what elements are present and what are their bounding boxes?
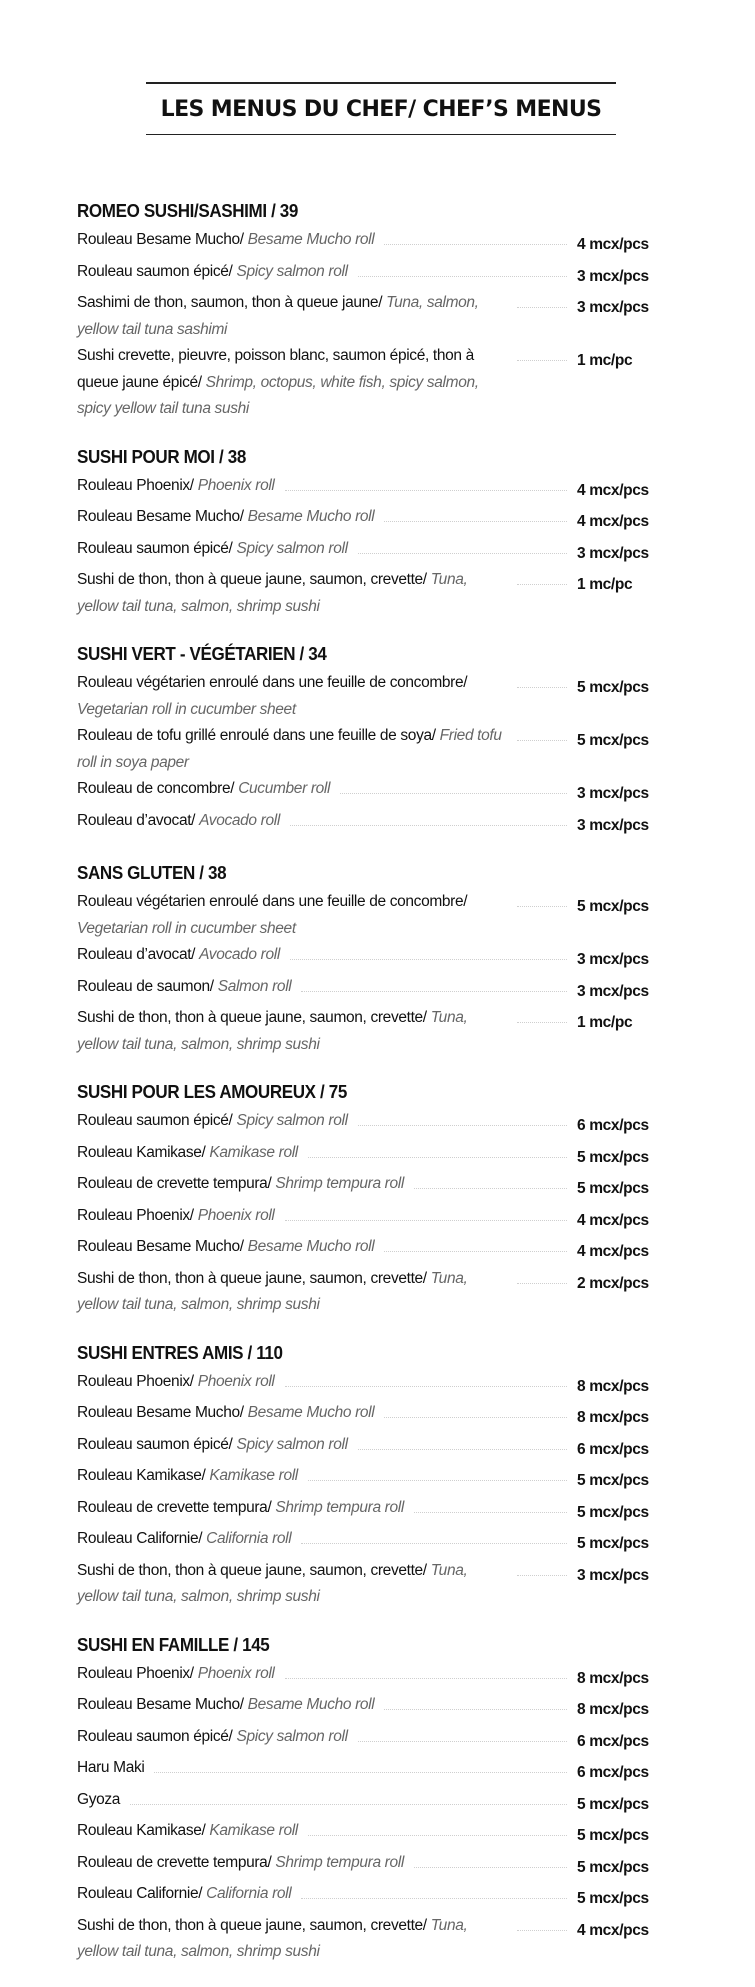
item-description (77, 1661, 275, 1688)
item-quantity: 5 mcx/pcs (577, 1180, 649, 1197)
item-description (77, 808, 280, 835)
item-name-en: Spicy salmon roll (236, 1727, 348, 1745)
item-name-en: Besame Mucho roll (247, 1404, 375, 1421)
item-description (77, 723, 507, 776)
item-description (77, 1692, 374, 1719)
item-name-fr: Rouleau Phoenix/ (77, 476, 198, 494)
section-title: SUSHI POUR MOI / 38 (77, 445, 246, 467)
dotted-leader (301, 1526, 567, 1544)
item-name-en: Besame Mucho roll (247, 1696, 375, 1713)
item-description (77, 1234, 374, 1261)
menu-item (77, 1140, 677, 1172)
menu-item (77, 1724, 677, 1756)
item-name-en: Spicy salmon roll (236, 262, 348, 280)
item-description (77, 567, 507, 620)
item-name-en: Kamikase roll (209, 1822, 298, 1839)
menu-item (77, 290, 677, 343)
menu-item (77, 1369, 677, 1401)
item-quantity: 8 mcx/pcs (577, 1409, 649, 1426)
dotted-leader (358, 1724, 567, 1742)
item-name-en: Spicy salmon roll (236, 1112, 348, 1129)
dotted-leader (517, 670, 567, 688)
item-name-fr: Rouleau de saumon/ (77, 977, 218, 995)
item-quantity: 3 mcx/pcs (577, 544, 649, 562)
item-name-en: California roll (206, 1530, 292, 1547)
item-description (77, 1203, 275, 1230)
item-description (77, 1881, 291, 1908)
item-name-fr: Rouleau Phoenix/ (77, 1664, 198, 1682)
item-name-fr: Rouleau de concombre/ (77, 780, 239, 797)
item-name-en: Vegetarian roll in cucumber sheet (77, 700, 296, 718)
dotted-leader (285, 473, 567, 491)
section-items (77, 227, 677, 423)
dotted-leader (358, 259, 567, 277)
dotted-leader (285, 1369, 567, 1387)
section-title: SUSHI EN FAMILLE / 145 (77, 1633, 270, 1655)
item-quantity: 1 mc/pc (577, 576, 633, 593)
item-description (77, 290, 507, 343)
item-name-en: California roll (206, 1885, 292, 1902)
item-name-fr: Rouleau saumon épicé/ (77, 1112, 237, 1129)
menu-item (77, 776, 677, 808)
dotted-leader (290, 808, 567, 826)
item-description (77, 1171, 404, 1198)
item-quantity: 5 mcx/pcs (577, 1472, 649, 1489)
dotted-leader (384, 1234, 567, 1252)
item-name-fr: Sushi de thon, thon à queue jaune, saumon, crevette/ (77, 1916, 431, 1934)
menu-section (77, 860, 677, 1058)
menu-item (77, 473, 677, 505)
item-name-en: Tuna, salmon, yellow tail tuna sashimi (77, 294, 479, 338)
item-name-en: Salmon roll (217, 977, 292, 995)
dotted-leader (130, 1787, 567, 1805)
menu-item (77, 1234, 677, 1266)
item-quantity: 5 mcx/pcs (577, 1148, 649, 1166)
item-name-fr: Sushi crevette, pieuvre, poisson blanc, saumon épicé, thon à queue jaune épicé/ (77, 347, 474, 391)
item-name-en: Avocado roll (199, 811, 280, 829)
item-quantity: 2 mcx/pcs (577, 1274, 649, 1292)
menu-item (77, 670, 677, 723)
item-name-fr: Sushi de thon, thon à queue jaune, saumon, crevette/ (77, 571, 431, 588)
item-description (77, 670, 507, 723)
item-quantity: 6 mcx/pcs (577, 1732, 649, 1750)
menu-item (77, 1692, 677, 1724)
item-name-fr: Sashimi de thon, saumon, thon à queue jaune/ (77, 294, 387, 311)
item-description (77, 776, 330, 803)
item-quantity: 4 mcx/pcs (577, 513, 649, 530)
item-name-fr: Rouleau saumon épicé/ (77, 262, 237, 280)
dotted-leader (301, 974, 567, 992)
menu-item (77, 1850, 677, 1882)
item-quantity: 8 mcx/pcs (577, 1377, 649, 1395)
item-name-en: Phoenix roll (197, 476, 275, 494)
menu-item (77, 1558, 677, 1611)
item-quantity: 1 mc/pc (577, 352, 633, 369)
dotted-leader (285, 1661, 567, 1679)
dotted-leader (517, 567, 567, 585)
dotted-leader (384, 1692, 567, 1710)
item-description (77, 974, 291, 1001)
menu-section (77, 1340, 677, 1611)
item-name-fr: Rouleau de crevette tempura/ (77, 1175, 276, 1192)
item-description (77, 504, 374, 531)
item-name-fr: Rouleau Phoenix/ (77, 1372, 198, 1390)
menu-item (77, 1203, 677, 1235)
item-quantity: 5 mcx/pcs (577, 1858, 649, 1876)
menu-item (77, 1818, 677, 1850)
item-quantity: 4 mcx/pcs (577, 1921, 649, 1939)
menu-item (77, 1755, 677, 1787)
menu-item (77, 1913, 677, 1966)
dotted-leader (301, 1881, 567, 1899)
item-name-fr: Gyoza (77, 1790, 121, 1808)
item-description (77, 889, 507, 942)
item-quantity: 1 mc/pc (577, 1014, 633, 1031)
dotted-leader (358, 1432, 567, 1450)
item-description (77, 1787, 120, 1814)
item-name-fr: Haru Maki (77, 1759, 145, 1776)
item-name-fr: Rouleau Besame Mucho/ (77, 1696, 248, 1713)
item-name-en: Besame Mucho roll (247, 1238, 375, 1255)
dotted-leader (358, 536, 567, 554)
section-items (77, 473, 677, 621)
item-name-fr: Rouleau végétarien enroulé dans une feuille de concombre/ (77, 893, 468, 910)
item-quantity: 4 mcx/pcs (577, 1243, 649, 1260)
menu-section (77, 444, 677, 621)
menu-item (77, 1495, 677, 1527)
section-title: SUSHI ENTRES AMIS / 110 (77, 1341, 283, 1363)
item-quantity: 8 mcx/pcs (577, 1669, 649, 1687)
dotted-leader (517, 889, 567, 907)
menu-item (77, 1526, 677, 1558)
item-quantity: 3 mcx/pcs (577, 267, 649, 285)
item-name-fr: Sushi de thon, thon à queue jaune, saumon, crevette/ (77, 1009, 431, 1026)
item-name-fr: Rouleau d’avocat/ (77, 946, 200, 963)
item-quantity: 6 mcx/pcs (577, 1117, 649, 1134)
item-name-en: Tuna, yellow tail tuna, salmon, shrimp sushi (77, 1916, 468, 1960)
item-name-fr: Rouleau saumon épicé/ (77, 1727, 237, 1745)
menu-item (77, 1005, 677, 1058)
item-quantity: 6 mcx/pcs (577, 1764, 649, 1781)
dotted-leader (308, 1463, 567, 1481)
section-items (77, 1369, 677, 1611)
item-description (77, 227, 374, 254)
item-quantity: 5 mcx/pcs (577, 1795, 649, 1813)
dotted-leader (285, 1203, 567, 1221)
item-description (77, 1369, 275, 1396)
item-quantity: 8 mcx/pcs (577, 1701, 649, 1718)
menu-list (77, 198, 677, 1987)
dotted-leader (517, 1558, 567, 1576)
item-description (77, 1850, 404, 1877)
item-name-fr: Rouleau végétarien enroulé dans une feuille de concombre/ (77, 674, 468, 691)
dotted-leader (384, 1400, 567, 1418)
dotted-leader (517, 723, 567, 741)
dotted-leader (414, 1850, 567, 1868)
item-name-fr: Sushi de thon, thon à queue jaune, saumon, crevette/ (77, 1561, 431, 1579)
item-name-en: Tuna, yellow tail tuna, salmon, shrimp sushi (77, 571, 468, 615)
item-description (77, 942, 280, 969)
dotted-leader (308, 1818, 567, 1836)
menu-item (77, 1171, 677, 1203)
dotted-leader (384, 504, 567, 522)
item-description (77, 1400, 374, 1427)
section-title: SUSHI VERT - VÉGÉTARIEN / 34 (77, 643, 327, 664)
item-name-fr: Rouleau saumon épicé/ (77, 1435, 237, 1453)
menu-item (77, 1787, 677, 1819)
item-name-fr: Rouleau saumon épicé/ (77, 539, 237, 557)
dotted-leader (154, 1755, 567, 1773)
item-quantity: 4 mcx/pcs (577, 236, 649, 253)
item-quantity: 3 mcx/pcs (577, 1566, 649, 1584)
item-description (77, 1108, 348, 1135)
item-name-en: Vegetarian roll in cucumber sheet (77, 919, 296, 937)
item-description (77, 259, 348, 286)
menu-item (77, 536, 677, 568)
item-name-en: Phoenix roll (197, 1206, 275, 1224)
item-name-en: Besame Mucho roll (247, 508, 375, 525)
item-name-fr: Rouleau Besame Mucho/ (77, 1404, 248, 1421)
item-description (77, 1913, 507, 1966)
item-description (77, 536, 348, 563)
dotted-leader (517, 290, 567, 308)
item-name-fr: Rouleau Besame Mucho/ (77, 508, 248, 525)
menu-section (77, 1632, 677, 1966)
item-description (77, 1818, 298, 1845)
item-name-en: Fried tofu roll in soya paper (77, 727, 502, 771)
item-name-fr: Rouleau Kamikase/ (77, 1467, 210, 1484)
item-quantity: 5 mcx/pcs (577, 1827, 649, 1844)
menu-item (77, 808, 677, 840)
menu-item (77, 1881, 677, 1913)
item-name-en: Shrimp tempura roll (275, 1853, 404, 1871)
dotted-leader (414, 1171, 567, 1189)
section-title: ROMEO SUSHI/SASHIMI / 39 (77, 200, 298, 221)
menu-item (77, 942, 677, 974)
menu-item (77, 1108, 677, 1140)
section-items (77, 1108, 677, 1319)
item-name-en: Kamikase roll (209, 1467, 298, 1484)
item-name-en: Phoenix roll (197, 1372, 275, 1390)
item-name-en: Cucumber roll (238, 780, 331, 797)
dotted-leader (290, 942, 567, 960)
item-name-fr: Rouleau Kamikase/ (77, 1143, 210, 1161)
menu-section (77, 1079, 677, 1319)
item-name-fr: Rouleau d’avocat/ (77, 811, 200, 829)
menu-item (77, 889, 677, 942)
item-name-fr: Rouleau Besame Mucho/ (77, 231, 248, 248)
item-quantity: 5 mcx/pcs (577, 1503, 649, 1521)
item-description (77, 1526, 291, 1553)
item-name-fr: Rouleau Kamikase/ (77, 1822, 210, 1839)
menu-item (77, 504, 677, 536)
menu-item (77, 227, 677, 259)
item-quantity: 5 mcx/pcs (577, 1890, 649, 1907)
dotted-leader (517, 343, 567, 361)
menu-item (77, 974, 677, 1006)
item-name-fr: Rouleau de crevette tempura/ (77, 1853, 276, 1871)
menu-item (77, 1266, 677, 1319)
item-description (77, 473, 275, 500)
item-name-en: Shrimp tempura roll (275, 1498, 404, 1516)
section-items (77, 670, 677, 839)
menu-item (77, 723, 677, 776)
item-description (77, 1724, 348, 1751)
item-description (77, 1140, 298, 1167)
item-description (77, 1005, 507, 1058)
page-header (146, 82, 616, 135)
menu-section (77, 641, 677, 839)
item-quantity: 4 mcx/pcs (577, 1211, 649, 1229)
item-name-fr: Rouleau Phoenix/ (77, 1206, 198, 1224)
item-quantity: 5 mcx/pcs (577, 898, 649, 915)
section-title: SUSHI POUR LES AMOUREUX / 75 (77, 1081, 347, 1102)
section-items (77, 889, 677, 1058)
dotted-leader (358, 1108, 567, 1126)
menu-item (77, 1463, 677, 1495)
item-name-en: Shrimp, octopus, white fish, spicy salmon, spicy yellow tail tuna sushi (77, 373, 479, 417)
item-description (77, 343, 507, 423)
menu-item (77, 259, 677, 291)
item-name-en: Avocado roll (199, 946, 280, 963)
item-quantity: 3 mcx/pcs (577, 299, 649, 316)
item-name-fr: Rouleau de crevette tempura/ (77, 1498, 276, 1516)
menu-item (77, 343, 677, 423)
item-description (77, 1432, 348, 1459)
dotted-leader (308, 1140, 567, 1158)
item-name-fr: Rouleau Californie/ (77, 1530, 207, 1547)
item-name-en: Kamikase roll (209, 1143, 298, 1161)
page-title: LES MENUS DU CHEF/ CHEF’S MENUS (160, 96, 602, 122)
item-name-en: Spicy salmon roll (236, 1435, 348, 1453)
menu-item (77, 1432, 677, 1464)
menu-item (77, 1400, 677, 1432)
menu-item (77, 567, 677, 620)
dotted-leader (340, 776, 567, 794)
item-quantity: 4 mcx/pcs (577, 481, 649, 499)
item-quantity: 5 mcx/pcs (577, 1535, 649, 1552)
item-name-en: Tuna, yellow tail tuna, salmon, shrimp sushi (77, 1009, 468, 1053)
dotted-leader (517, 1913, 567, 1931)
item-name-en: Phoenix roll (197, 1664, 275, 1682)
item-name-en: Shrimp tempura roll (275, 1175, 404, 1192)
item-quantity: 3 mcx/pcs (577, 951, 649, 968)
item-name-en: Besame Mucho roll (247, 231, 375, 248)
item-quantity: 5 mcx/pcs (577, 732, 649, 749)
item-description (77, 1558, 507, 1611)
menu-section (77, 198, 677, 423)
item-quantity: 3 mcx/pcs (577, 982, 649, 1000)
item-description (77, 1495, 404, 1522)
item-name-en: Spicy salmon roll (236, 539, 348, 557)
section-title: SANS GLUTEN / 38 (77, 862, 227, 883)
item-name-en: Tuna, yellow tail tuna, salmon, shrimp sushi (77, 1269, 468, 1313)
item-description (77, 1755, 144, 1782)
dotted-leader (517, 1005, 567, 1023)
menu-item (77, 1661, 677, 1693)
item-quantity: 3 mcx/pcs (577, 816, 649, 834)
item-name-fr: Rouleau de tofu grillé enroulé dans une feuille de soya/ (77, 727, 440, 744)
item-name-fr: Rouleau Besame Mucho/ (77, 1238, 248, 1255)
item-description (77, 1266, 507, 1319)
item-name-en: Tuna, yellow tail tuna, salmon, shrimp sushi (77, 1561, 468, 1605)
item-description (77, 1463, 298, 1490)
dotted-leader (414, 1495, 567, 1513)
item-name-fr: Rouleau Californie/ (77, 1885, 207, 1902)
item-quantity: 3 mcx/pcs (577, 785, 649, 802)
dotted-leader (517, 1266, 567, 1284)
dotted-leader (384, 227, 567, 245)
item-name-fr: Sushi de thon, thon à queue jaune, saumon, crevette/ (77, 1269, 431, 1287)
item-quantity: 6 mcx/pcs (577, 1440, 649, 1458)
item-quantity: 5 mcx/pcs (577, 679, 649, 696)
